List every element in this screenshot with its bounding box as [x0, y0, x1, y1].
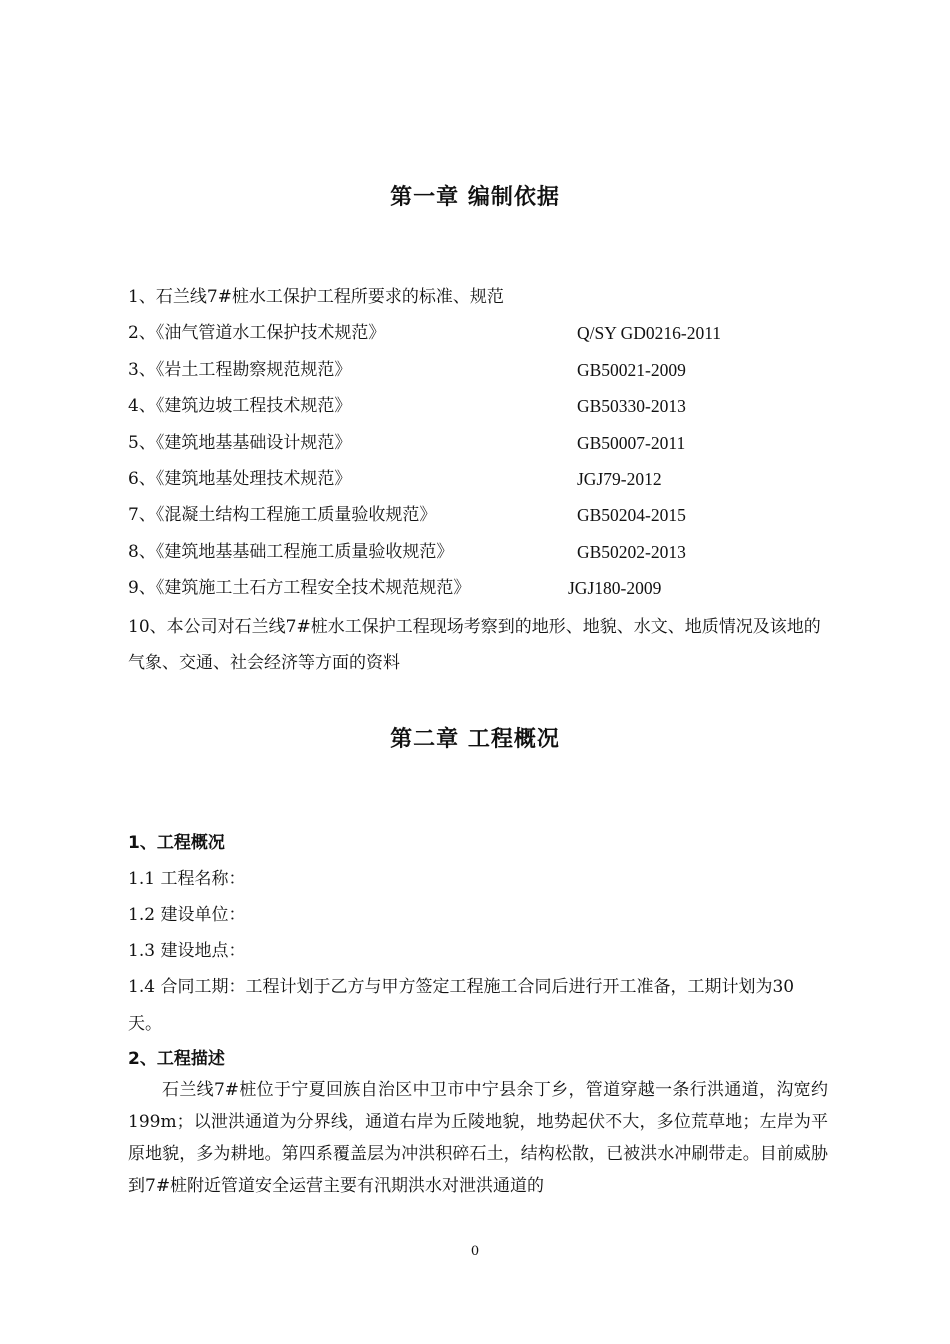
- project-description-paragraph: 石兰线7#桩位于宁夏回族自治区中卫市中宁县余丁乡，管道穿越一条行洪通道，沟宽约199m；以泄洪通道为分界线，通道右岸为丘陵地貌，地势起伏不大，多位荒草地；左岸为平原地貌，多为耕地。第四系覆盖层为冲洪积碎石土，结构松散，已被洪水冲刷带走。目前威胁到7#桩附近管道安全运营主要有汛期洪水对泄洪通道的: [128, 1080, 828, 1196]
- reference-list: [128, 284, 848, 612]
- reference-name: 7、《混凝土结构工程施工质量验收规范》: [128, 505, 437, 526]
- reference-code: GB50330-2013: [577, 396, 686, 417]
- section-2-heading: 2、工程描述: [128, 1049, 225, 1069]
- reference-name: 4、《建筑边坡工程技术规范》: [128, 396, 352, 417]
- reference-name: 8、《建筑地基基础工程施工质量验收规范》: [128, 541, 454, 562]
- chapter-2-title: 第二章 工程概况: [390, 727, 560, 752]
- section-1-heading: 1、工程概况: [128, 833, 225, 853]
- reference-item-10: 10、本公司对石兰线7#桩水工保护工程现场考察到的地形、地貌、水文、地质情况及该地的气象、交通、社会经济等方面的资料: [128, 617, 821, 673]
- reference-name: 2、《油气管道水工保护技术规范》: [128, 323, 386, 344]
- reference-item: [128, 284, 848, 320]
- reference-code: GB50007-2011: [577, 432, 686, 453]
- client-line: 1.2 建设单位：: [128, 905, 246, 925]
- reference-name: 6、《建筑地基处理技术规范》: [128, 468, 352, 489]
- reference-item: [128, 539, 848, 575]
- reference-code: JGJ180-2009: [568, 578, 662, 599]
- contract-period-line: 1.4 合同工期：工程计划于乙方与甲方签定工程施工合同后进行开工准备，工期计划为30天。: [128, 977, 795, 1034]
- reference-item: [128, 502, 848, 538]
- project-name-line: 1.1 工程名称：: [128, 869, 246, 889]
- reference-name: 9、《建筑施工土石方工程安全技术规范规范》: [128, 578, 471, 599]
- chapter-1-title: 第一章 编制依据: [390, 185, 560, 210]
- reference-item: [128, 357, 848, 393]
- reference-code: GB50021-2009: [577, 359, 686, 380]
- reference-code: Q/SY GD0216-2011: [577, 323, 722, 344]
- reference-code: JGJ79-2012: [577, 468, 662, 489]
- reference-item: [128, 393, 848, 429]
- location-line: 1.3 建设地点：: [128, 941, 246, 961]
- reference-item: [128, 430, 848, 466]
- reference-item: [128, 575, 848, 611]
- reference-name: 1、石兰线7#桩水工保护工程所要求的标准、规范: [128, 287, 504, 307]
- reference-code: GB50204-2015: [577, 505, 686, 526]
- reference-item: [128, 466, 848, 502]
- reference-name: 3、《岩土工程勘察规范规范》: [128, 359, 352, 380]
- page-number: 0: [470, 1244, 480, 1259]
- reference-code: GB50202-2013: [577, 541, 686, 562]
- reference-item: [128, 320, 848, 356]
- reference-name: 5、《建筑地基基础设计规范》: [128, 432, 352, 453]
